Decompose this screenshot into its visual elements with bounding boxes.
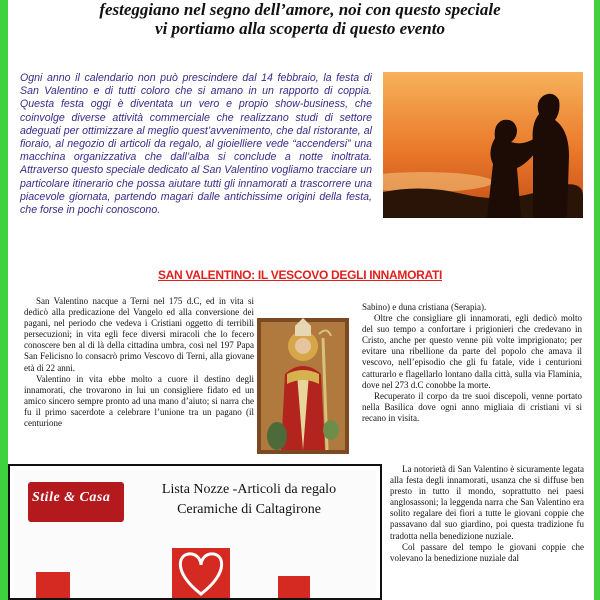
col3-paragraph-1: Sabino) e duna cristiana (Serapia). bbox=[362, 302, 487, 312]
ad-line-2: Ceramiche di Caltagirone bbox=[177, 502, 321, 517]
col1-paragraph-1: San Valentino nacque a Terni nel 175 d.C, ed in vita si dedicò alla predicazione del Vangelo ed alla conversione dei pagani, nel periodo che vedeva i Cristiani oggetto di terribili persecuzioni; in vita egli fece diversi miracoli che lo fecero conoscere ben al di là della cittadina umbra, così nel 197 Papa San Felicisno lo consacrò primo Vescovo di Terni, alla giovane età di 22 anni. bbox=[24, 296, 254, 373]
headline bbox=[20, 0, 580, 38]
headline-line-2: vi portiamo alla scoperta di questo evento bbox=[155, 19, 445, 38]
logo-text: Stile & Casa bbox=[32, 490, 111, 505]
col3-paragraph-2: Oltre che consigliare gli innamorati, egli dedicò molto del suo tempo a confortare i prigionieri che credevano in Cristo, anche per questo venne più volte imprigionato; per evitare una ribellione da parte del popolo che amava il vescovo, nell’episodio che gli fu fatale, vide i centurioni catturarlo e flagellarlo lontano dalla città, sulla via Flaminia, dove nel 273 d.C conobbe la morte. bbox=[362, 313, 582, 390]
article-column-3-continued bbox=[390, 464, 584, 564]
col3-paragraph-4: La notorietà di San Valentino è sicuramente legata alla festa degli innamorati, usanza che si diffuse ben presto in tutto il mondo, soprattutto nei paesi anglosassoni; la leggenda narra che San Valentino era solito regalare dei fiori a tutte le giovani coppie che passavano dal suo giardino, poi questa tradizione fu tradotta nella benedizione nuziale. bbox=[390, 464, 584, 541]
intro-paragraph bbox=[20, 72, 372, 217]
section-title: SAN VALENTINO: IL VESCOVO DEGLI INNAMORATI bbox=[157, 268, 443, 282]
right-border bbox=[594, 0, 600, 600]
couple-silhouette-icon bbox=[383, 72, 583, 218]
col3-paragraph-3: Recuperato il corpo da tre suoi discepoli, venne portato nella Basilica dove ogni anno migliaia di cristiani vi si recano in visita. bbox=[362, 390, 582, 423]
ad-line-1: Lista Nozze -Articoli da regalo bbox=[161, 482, 337, 497]
stile-casa-logo bbox=[28, 482, 124, 522]
article-column-3 bbox=[362, 302, 582, 424]
advertisement-panel bbox=[14, 470, 376, 598]
intro-text: Ogni anno il calendario non può prescindere dal 14 febbraio, la festa di San Valentino e di tutti coloro che si amano in un rapporto di coppia. Questa festa oggi è diventata un vero e propio show-business, che coinvolge diverse attività commerciale che realizzano studi di settore adeguati per ottimizzare al meglio quest’avvenimento, che dal ristorante, al fioraio, al negozio di articoli da regalo, al gioielliere vede “accendersi” una macchina organizzativa che dall’alba si conclude a notte inoltrata. Attraverso questo speciale dedicato al San Valentino vogliamo tracciare un particolare itinerario che possa aiutare tutti gli innamorati a trascorrere una piacevole giornata, partendo magari dalle antichissime origini della festa, che forse in pochi conoscono. bbox=[20, 72, 372, 217]
left-border bbox=[0, 0, 8, 600]
col3-paragraph-5: Col passare del tempo le giovani coppie che volevano la benedizione nuziale dal bbox=[390, 541, 584, 563]
headline-line-1: festeggiano nel segno dell’amore, noi con questo speciale bbox=[99, 0, 501, 19]
ceramic-heart-icon bbox=[22, 528, 376, 600]
col1-paragraph-2: Valentino in vita ebbe molto a cuore il destino degli innamorati, che trovarono in lui un consigliere fidato ed un amico sincero sempre pronto ad una mano d’aiuto; si narra che fu il primo sacerdote a celebrare l’unione tra un pagano (il centurione bbox=[24, 373, 254, 429]
advertisement-box bbox=[8, 464, 382, 600]
article-column-1 bbox=[24, 296, 254, 429]
saint-valentine-portrait-icon bbox=[257, 318, 349, 454]
